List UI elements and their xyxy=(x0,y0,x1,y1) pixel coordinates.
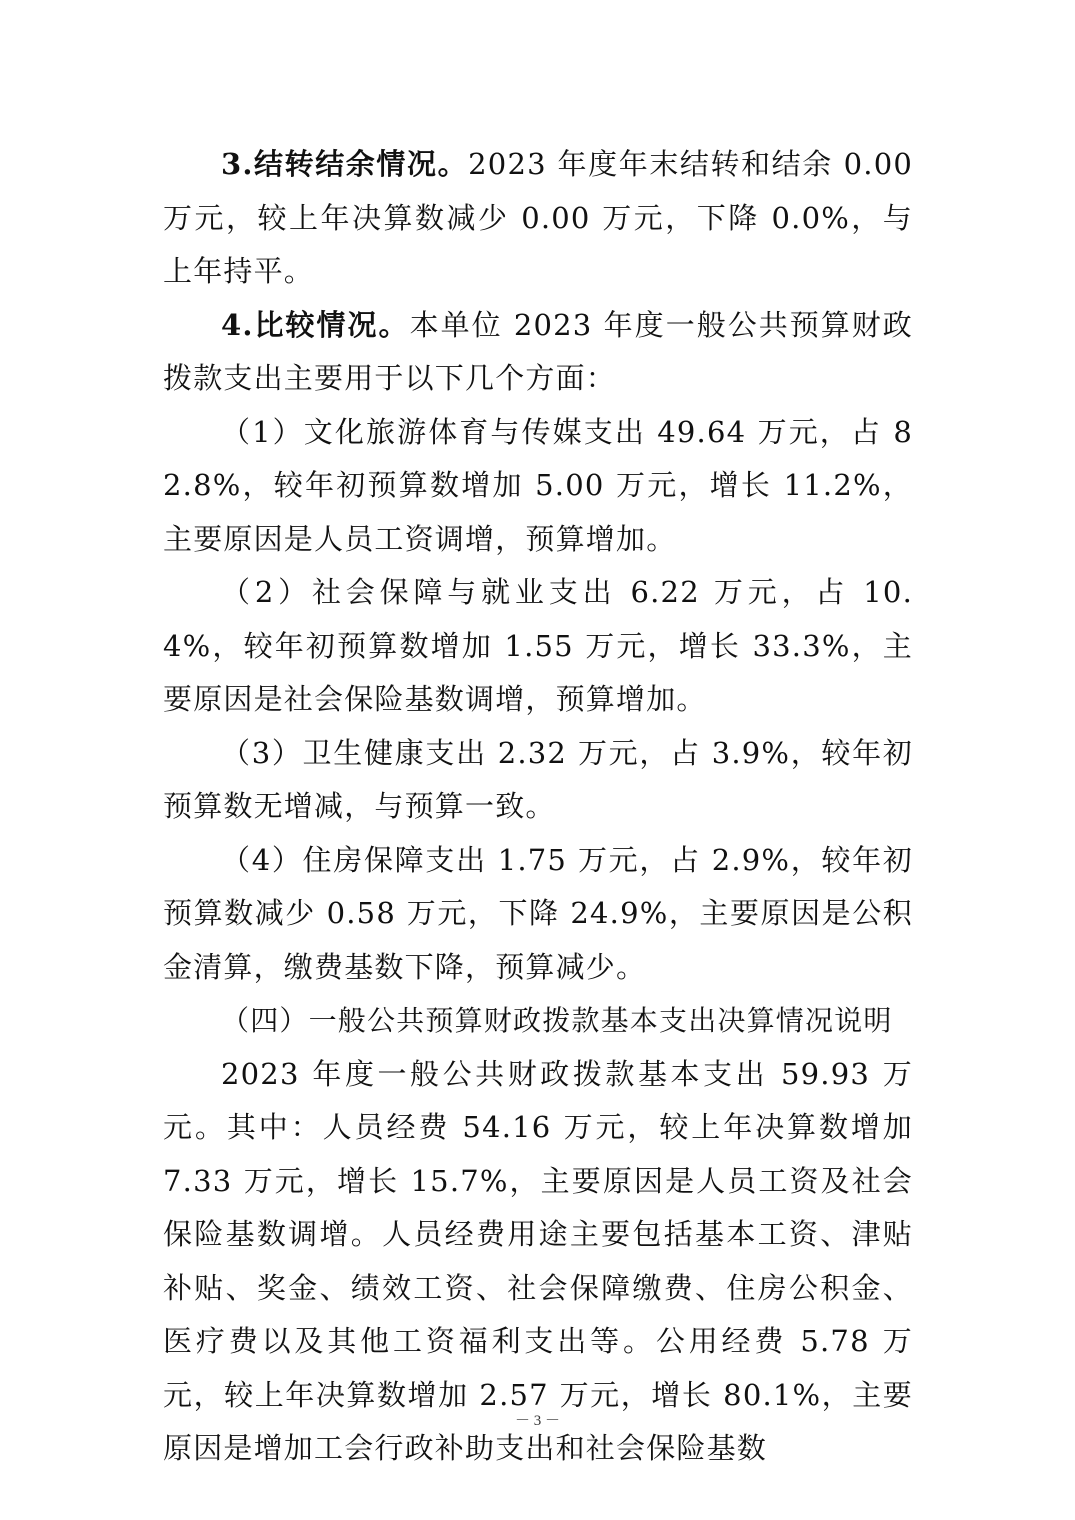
paragraph-basic-expenditure: 2023 年度一般公共财政拨款基本支出 59.93 万元。其中：人员经费 54.16 万元，较上年决算数增加 7.33 万元，增长 15.7%，主要原因是人员工资及社会保险基数调增。人员经费用途主要包括基本工资、津贴补贴、奖金、绩效工资、社会保障缴费、住房公积金、医疗费以及其他工资福利支出等。公用经费 5.78 万元，较上年决算数增加 2.57 万元，增长 80.1%，主要原因是增加工会行政补助支出和社会保险基数 xyxy=(163,1056,913,1465)
paragraph-lead: 3.结转结余情况。 xyxy=(221,147,469,181)
page-number: － 3 － xyxy=(514,1413,560,1429)
paragraph-item-social-security: （2）社会保障与就业支出 6.22 万元，占 10.4%，较年初预算数增加 1.55 万元，增长 33.3%，主要原因是社会保险基数调增，预算增加。 xyxy=(163,575,913,716)
document-body xyxy=(163,138,913,1476)
paragraph-item-culture: （1）文化旅游体育与传媒支出 49.64 万元，占 82.8%，较年初预算数增加 5.00 万元，增长 11.2%，主要原因是人员工资调增，预算增加。 xyxy=(163,414,913,556)
paragraph-text: 本单位 2023 年度一般公共预算财政拨款支出主要用于以下几个方面： xyxy=(163,307,913,395)
paragraph-lead: 4.比较情况。 xyxy=(221,307,410,342)
paragraph-item-health: （3）卫生健康支出 2.32 万元，占 3.9%，较年初预算数无增减，与预算一致。 xyxy=(163,735,913,823)
paragraph-text: 2023 年度年末结转和结余 0.00 万元，较上年决算数减少 0.00 万元，下降 0.0%，与上年持平。 xyxy=(163,147,913,288)
paragraph-item-housing: （4）住房保障支出 1.75 万元，占 2.9%，较年初预算数减少 0.58 万元，下降 24.9%，主要原因是公积金清算，缴费基数下降，预算减少。 xyxy=(163,842,913,984)
paragraph-carryover-balance xyxy=(163,138,913,299)
paragraph-comparison xyxy=(163,299,913,406)
section-heading: （四）一般公共预算财政拨款基本支出决算情况说明 xyxy=(221,1004,893,1037)
